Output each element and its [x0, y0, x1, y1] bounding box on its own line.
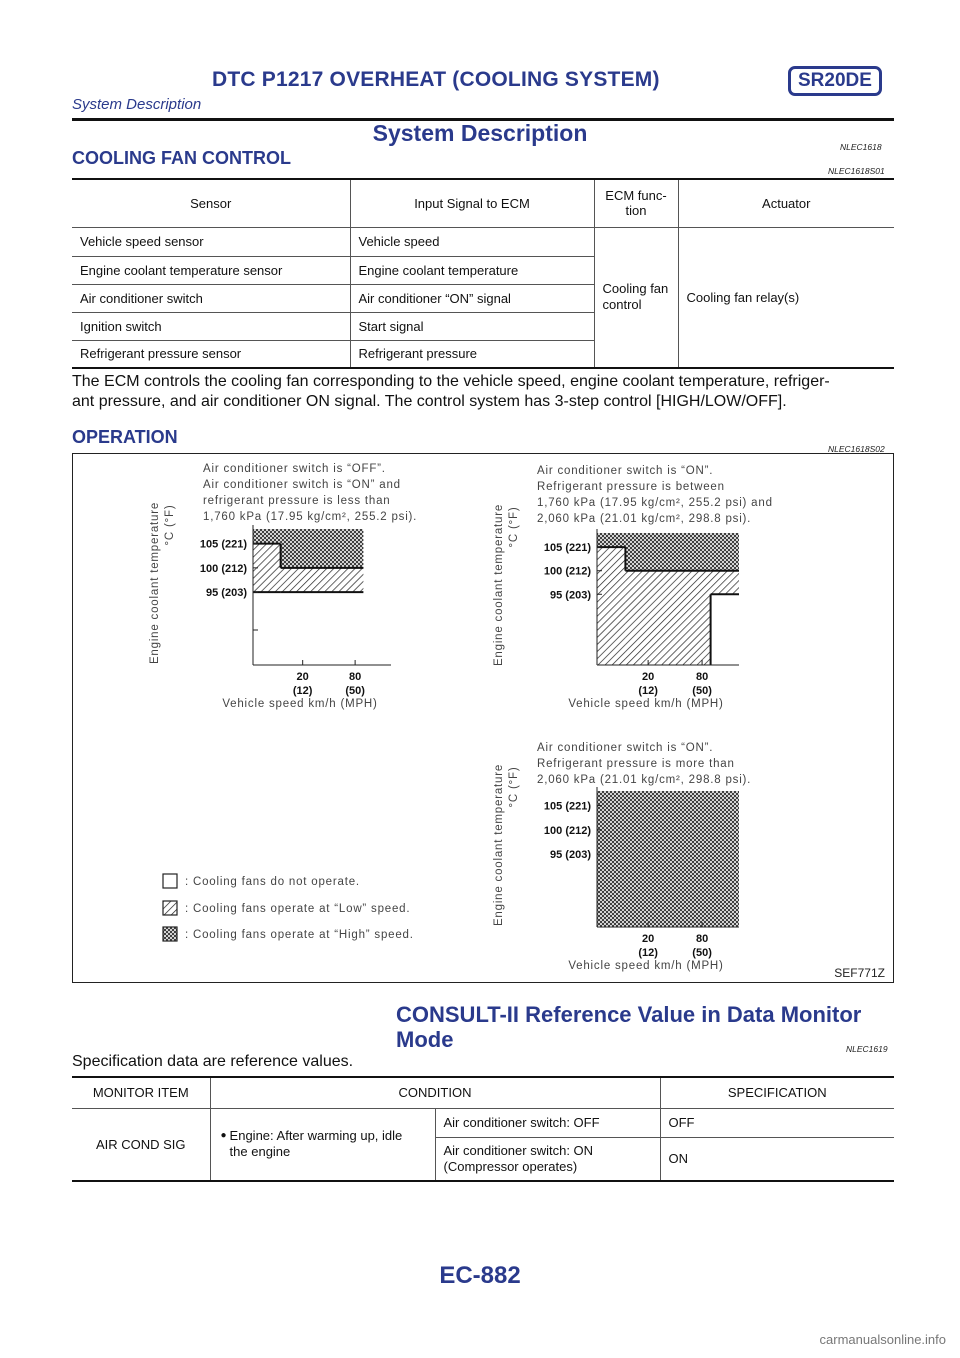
low-speed-region — [597, 547, 625, 665]
table-row — [72, 1108, 894, 1137]
x-tick-label: 20 — [641, 671, 655, 683]
th-specification: SPECIFICATION — [727, 1085, 827, 1101]
y-axis-label: Engine coolant temperature — [493, 503, 505, 667]
operation-ref: NLEC1618S02 — [828, 444, 885, 454]
y-tick-label: 105 (221) — [199, 538, 247, 551]
cell-monitor-item: AIR COND SIG — [72, 1108, 210, 1181]
x-tick-label: 80 — [695, 933, 709, 945]
low-speed-region — [281, 568, 364, 592]
chart-3 — [493, 742, 751, 972]
cell-ecm-function: Cooling fan control — [594, 227, 678, 368]
th-ecm-function: ECM func- tion — [594, 179, 678, 227]
x-tick-label: (12) — [638, 947, 658, 959]
cell-input: Engine coolant temperature — [350, 256, 594, 284]
cell-sensor: Vehicle speed sensor — [72, 227, 350, 256]
consult-title-line1: CONSULT-II Reference Value in Data Monitor — [396, 1002, 862, 1027]
x-tick-label: (12) — [292, 685, 313, 697]
legend — [163, 874, 414, 941]
y-tick-label: 100 (212) — [543, 565, 591, 578]
cell-sensor: Air conditioner switch — [72, 284, 350, 312]
y-tick-label: 105 (221) — [543, 542, 591, 555]
high-speed-region — [597, 791, 739, 927]
y-axis-label: Engine coolant temperature — [149, 501, 161, 665]
consult-table — [72, 1076, 894, 1182]
cell-spec: ON — [668, 1151, 688, 1167]
high-speed-region — [281, 529, 364, 568]
header-subtitle: System Description — [72, 96, 202, 113]
chart-1 — [149, 463, 417, 710]
low-speed-region — [625, 571, 710, 665]
chart-caption-line: 2,060 kPa (21.01 kg/cm², 298.8 psi). — [537, 774, 752, 786]
th-monitor-item: MONITOR ITEM — [72, 1077, 210, 1108]
chart-caption-line: Air conditioner switch is “OFF”. — [203, 463, 386, 475]
consult-ref: NLEC1619 — [846, 1044, 888, 1054]
y-axis-label: Engine coolant temperature — [493, 763, 505, 927]
th-sensor: Sensor — [72, 179, 350, 227]
chart-caption-line: Air conditioner switch is “ON”. — [537, 742, 714, 754]
operation-title: OPERATION — [72, 427, 178, 447]
y-tick-label: 95 (203) — [550, 589, 591, 602]
cell-spec: OFF — [668, 1115, 695, 1130]
x-tick-label: (50) — [692, 685, 712, 697]
x-tick-label: 20 — [641, 933, 655, 945]
cell-input: Start signal — [350, 312, 594, 340]
cell-switch: Air conditioner switch: OFF — [435, 1108, 660, 1137]
chart-2 — [493, 465, 773, 710]
cell-condition — [210, 1108, 435, 1181]
legend-label-low: : Cooling fans operate at “Low” speed. — [185, 903, 411, 915]
consult-intro: Specification data are reference values. — [72, 1053, 354, 1070]
watermark: carmanualsonline.info — [819, 1332, 946, 1347]
operation-figure — [72, 453, 894, 983]
y-tick-label: 95 (203) — [206, 587, 247, 600]
y-axis-unit-label: °C (°F) — [508, 766, 520, 808]
system-description-ref: NLEC1618 — [840, 142, 882, 152]
x-tick-label: 80 — [695, 671, 709, 683]
th-input-signal: Input Signal to ECM — [350, 179, 594, 227]
th-actuator: Actuator — [762, 195, 811, 211]
th-condition: CONDITION — [210, 1077, 660, 1108]
page-number: EC-882 — [439, 1262, 521, 1289]
x-axis-label: Vehicle speed km/h (MPH) — [222, 698, 378, 710]
x-tick-label: (50) — [345, 685, 365, 697]
cell-sensor: Refrigerant pressure sensor — [72, 340, 350, 368]
engine-badge: SR20DE — [788, 66, 882, 96]
chart-caption-line: Air conditioner switch is “ON”. — [537, 465, 714, 477]
x-tick-label: 20 — [296, 671, 309, 683]
chart-caption-line: 2,060 kPa (21.01 kg/cm², 298.8 psi). — [537, 513, 752, 525]
x-tick-label: (12) — [638, 685, 658, 697]
bullet-icon: ● — [220, 1130, 227, 1142]
cooling-fan-control-table — [72, 178, 894, 369]
high-speed-region — [711, 533, 739, 571]
cell-sensor: Engine coolant temperature sensor — [72, 256, 350, 284]
table-row — [72, 227, 894, 256]
chart-caption-line: Air conditioner switch is “ON” and — [203, 479, 401, 491]
cell-sensor: Ignition switch — [72, 312, 350, 340]
x-tick-label: 80 — [348, 671, 362, 683]
legend-swatch-high — [163, 927, 177, 941]
cell-input: Vehicle speed — [350, 227, 594, 256]
y-axis-unit-label: °C (°F) — [508, 506, 520, 548]
y-tick-label: 105 (221) — [543, 800, 591, 813]
cooling-fan-control-ref: NLEC1618S01 — [828, 166, 885, 176]
legend-label-off: : Cooling fans do not operate. — [185, 876, 360, 888]
condition-text: Engine: After warming up, idle the engine — [229, 1128, 403, 1160]
chart-caption-line: Refrigerant pressure is more than — [537, 758, 735, 770]
high-speed-region — [597, 533, 625, 547]
legend-swatch-off — [163, 874, 177, 888]
legend-label-high: : Cooling fans operate at “High” speed. — [185, 929, 414, 941]
low-speed-region — [711, 571, 739, 595]
x-axis-label: Vehicle speed km/h (MPH) — [568, 960, 724, 972]
cooling-fan-paragraph: The ECM controls the cooling fan corresponding to the vehicle speed, engine coolant temperature, refriger- ant pressure, and air conditioner ON signal. The control system has 3-step control [HIGH/LOW/OFF]. — [72, 373, 830, 410]
operation-diagram — [73, 454, 893, 982]
y-tick-label: 100 (212) — [543, 824, 591, 837]
chart-caption-line: refrigerant pressure is less than — [203, 495, 391, 507]
chart-caption-line: 1,760 kPa (17.95 kg/cm², 255.2 psi). — [203, 511, 418, 523]
y-tick-label: 100 (212) — [199, 562, 247, 575]
cell-actuator: Cooling fan relay(s) — [686, 289, 800, 305]
high-speed-region — [625, 533, 710, 571]
x-tick-label: (50) — [692, 947, 712, 959]
y-axis-unit-label: °C (°F) — [164, 504, 176, 546]
consult-title — [396, 1002, 861, 1052]
cell-input: Refrigerant pressure — [350, 340, 594, 368]
header-title: DTC P1217 OVERHEAT (COOLING SYSTEM) — [212, 68, 660, 91]
y-tick-label: 95 (203) — [550, 849, 591, 862]
figure-id: SEF771Z — [834, 966, 885, 980]
cell-input: Air conditioner “ON” signal — [350, 284, 594, 312]
chart-caption-line: 1,760 kPa (17.95 kg/cm², 255.2 psi) and — [537, 497, 773, 509]
legend-swatch-low — [163, 901, 177, 915]
cell-switch: Air conditioner switch: ON (Compressor operates) — [435, 1137, 660, 1181]
chart-caption-line: Refrigerant pressure is between — [537, 481, 725, 493]
cooling-fan-control-title: COOLING FAN CONTROL — [72, 148, 291, 168]
consult-title-line2: Mode — [396, 1027, 454, 1052]
high-speed-region — [253, 529, 281, 544]
system-description-title: System Description — [372, 120, 588, 146]
x-axis-label: Vehicle speed km/h (MPH) — [568, 698, 724, 710]
